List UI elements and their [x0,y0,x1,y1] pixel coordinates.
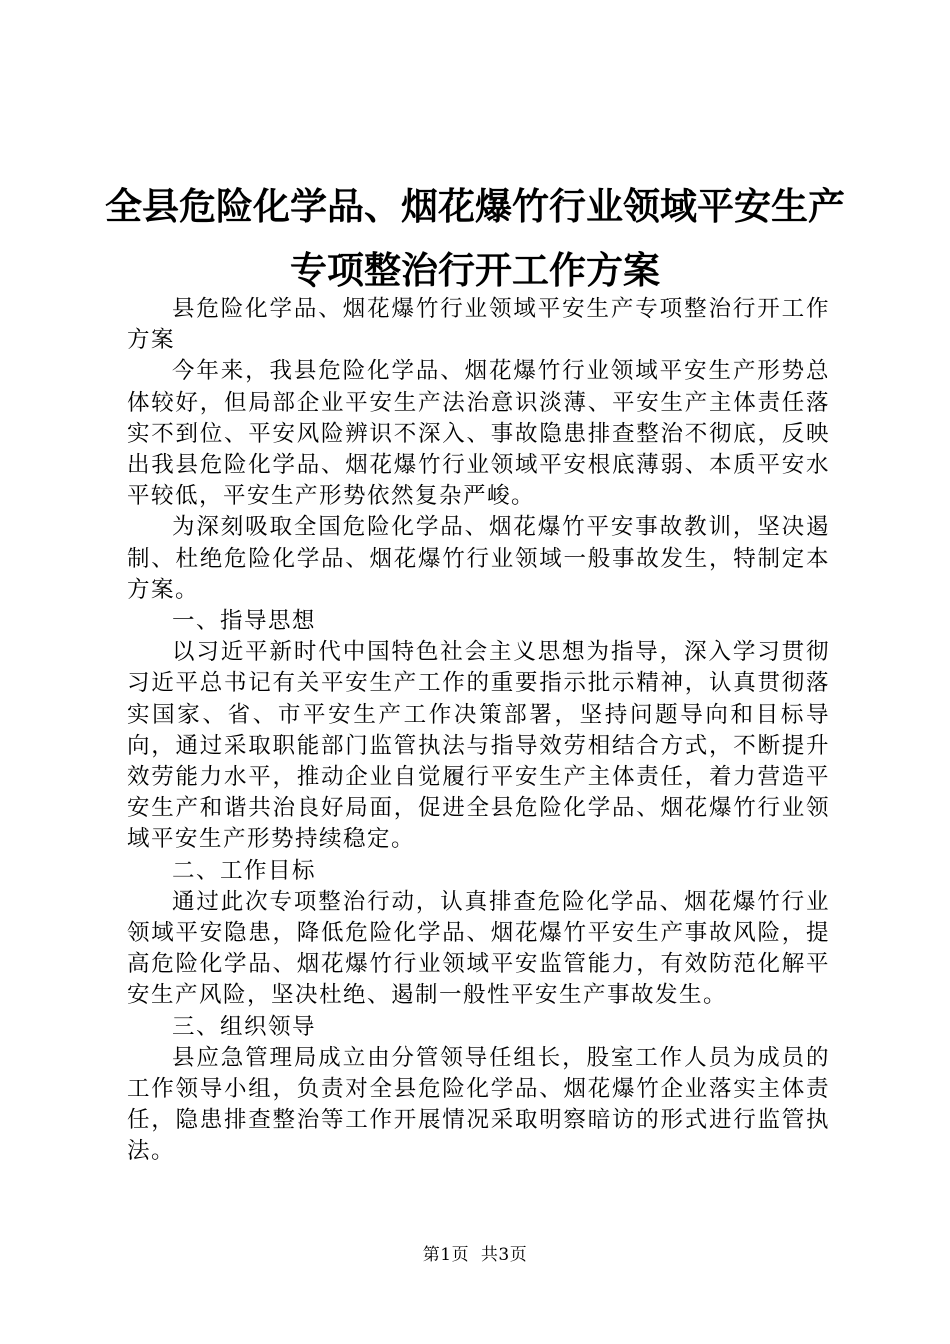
document-title-line-1: 全县危险化学品、烟花爆竹行业领域平安生产 [105,184,845,228]
document-body [127,294,830,1168]
paragraph-organization: 县应急管理局成立由分管领导任组长，股室工作人员为成员的工作领导小组，负责对全县危险化学品、烟花爆竹企业落实主体责任，隐患排查整治等工作开展情况采取明察暗访的形式进行监管执法。 [127,1044,830,1165]
paragraph-background: 今年来，我县危险化学品、烟花爆竹行业领域平安生产形势总体较好，但局部企业平安生产法治意识淡薄、平安生产主体责任落实不到位、平安风险辨识不深入、事故隐患排查整治不彻底，反映出我县危险化学品、烟花爆竹行业领域平安根底薄弱、本质平安水平较低，平安生产形势依然复杂严峻。 [127,358,830,510]
section-heading-work-goals: 二、工作目标 [172,857,317,884]
paragraph-purpose: 为深刻吸取全国危险化学品、烟花爆竹平安事故教训，坚决遏制、杜绝危险化学品、烟花爆竹行业领域一般事故发生，特制定本方案。 [127,514,830,603]
paragraph-work-goals: 通过此次专项整治行动，认真排查危险化学品、烟花爆竹行业领域平安隐患，降低危险化学品、烟花爆竹平安生产事故风险，提高危险化学品、烟花爆竹行业领域平安监管能力，有效防范化解平安生产风险，坚决杜绝、遏制一般性平安生产事故发生。 [127,888,830,1009]
section-heading-guiding-ideology: 一、指导思想 [172,608,317,635]
paragraph-guiding-ideology: 以习近平新时代中国特色社会主义思想为指导，深入学习贯彻习近平总书记有关平安生产工作的重要指示批示精神，认真贯彻落实国家、省、市平安生产工作决策部署，坚持问题导向和目标导向，通过采取职能部门监管执法与指导效劳相结合方式，不断提升效劳能力水平，推动企业自觉履行平安生产主体责任，着力营造平安生产和谐共治良好局面，促进全县危险化学品、烟花爆竹行业领域平安生产形势持续稳定。 [127,639,830,853]
document-title-line-2: 专项整治行开工作方案 [290,248,660,292]
page-footer: 第1页 共3页 [422,1245,528,1265]
section-heading-organization: 三、组织领导 [172,1013,317,1040]
paragraph-subtitle: 县危险化学品、烟花爆竹行业领域平安生产专项整治行开工作方案 [127,296,830,354]
